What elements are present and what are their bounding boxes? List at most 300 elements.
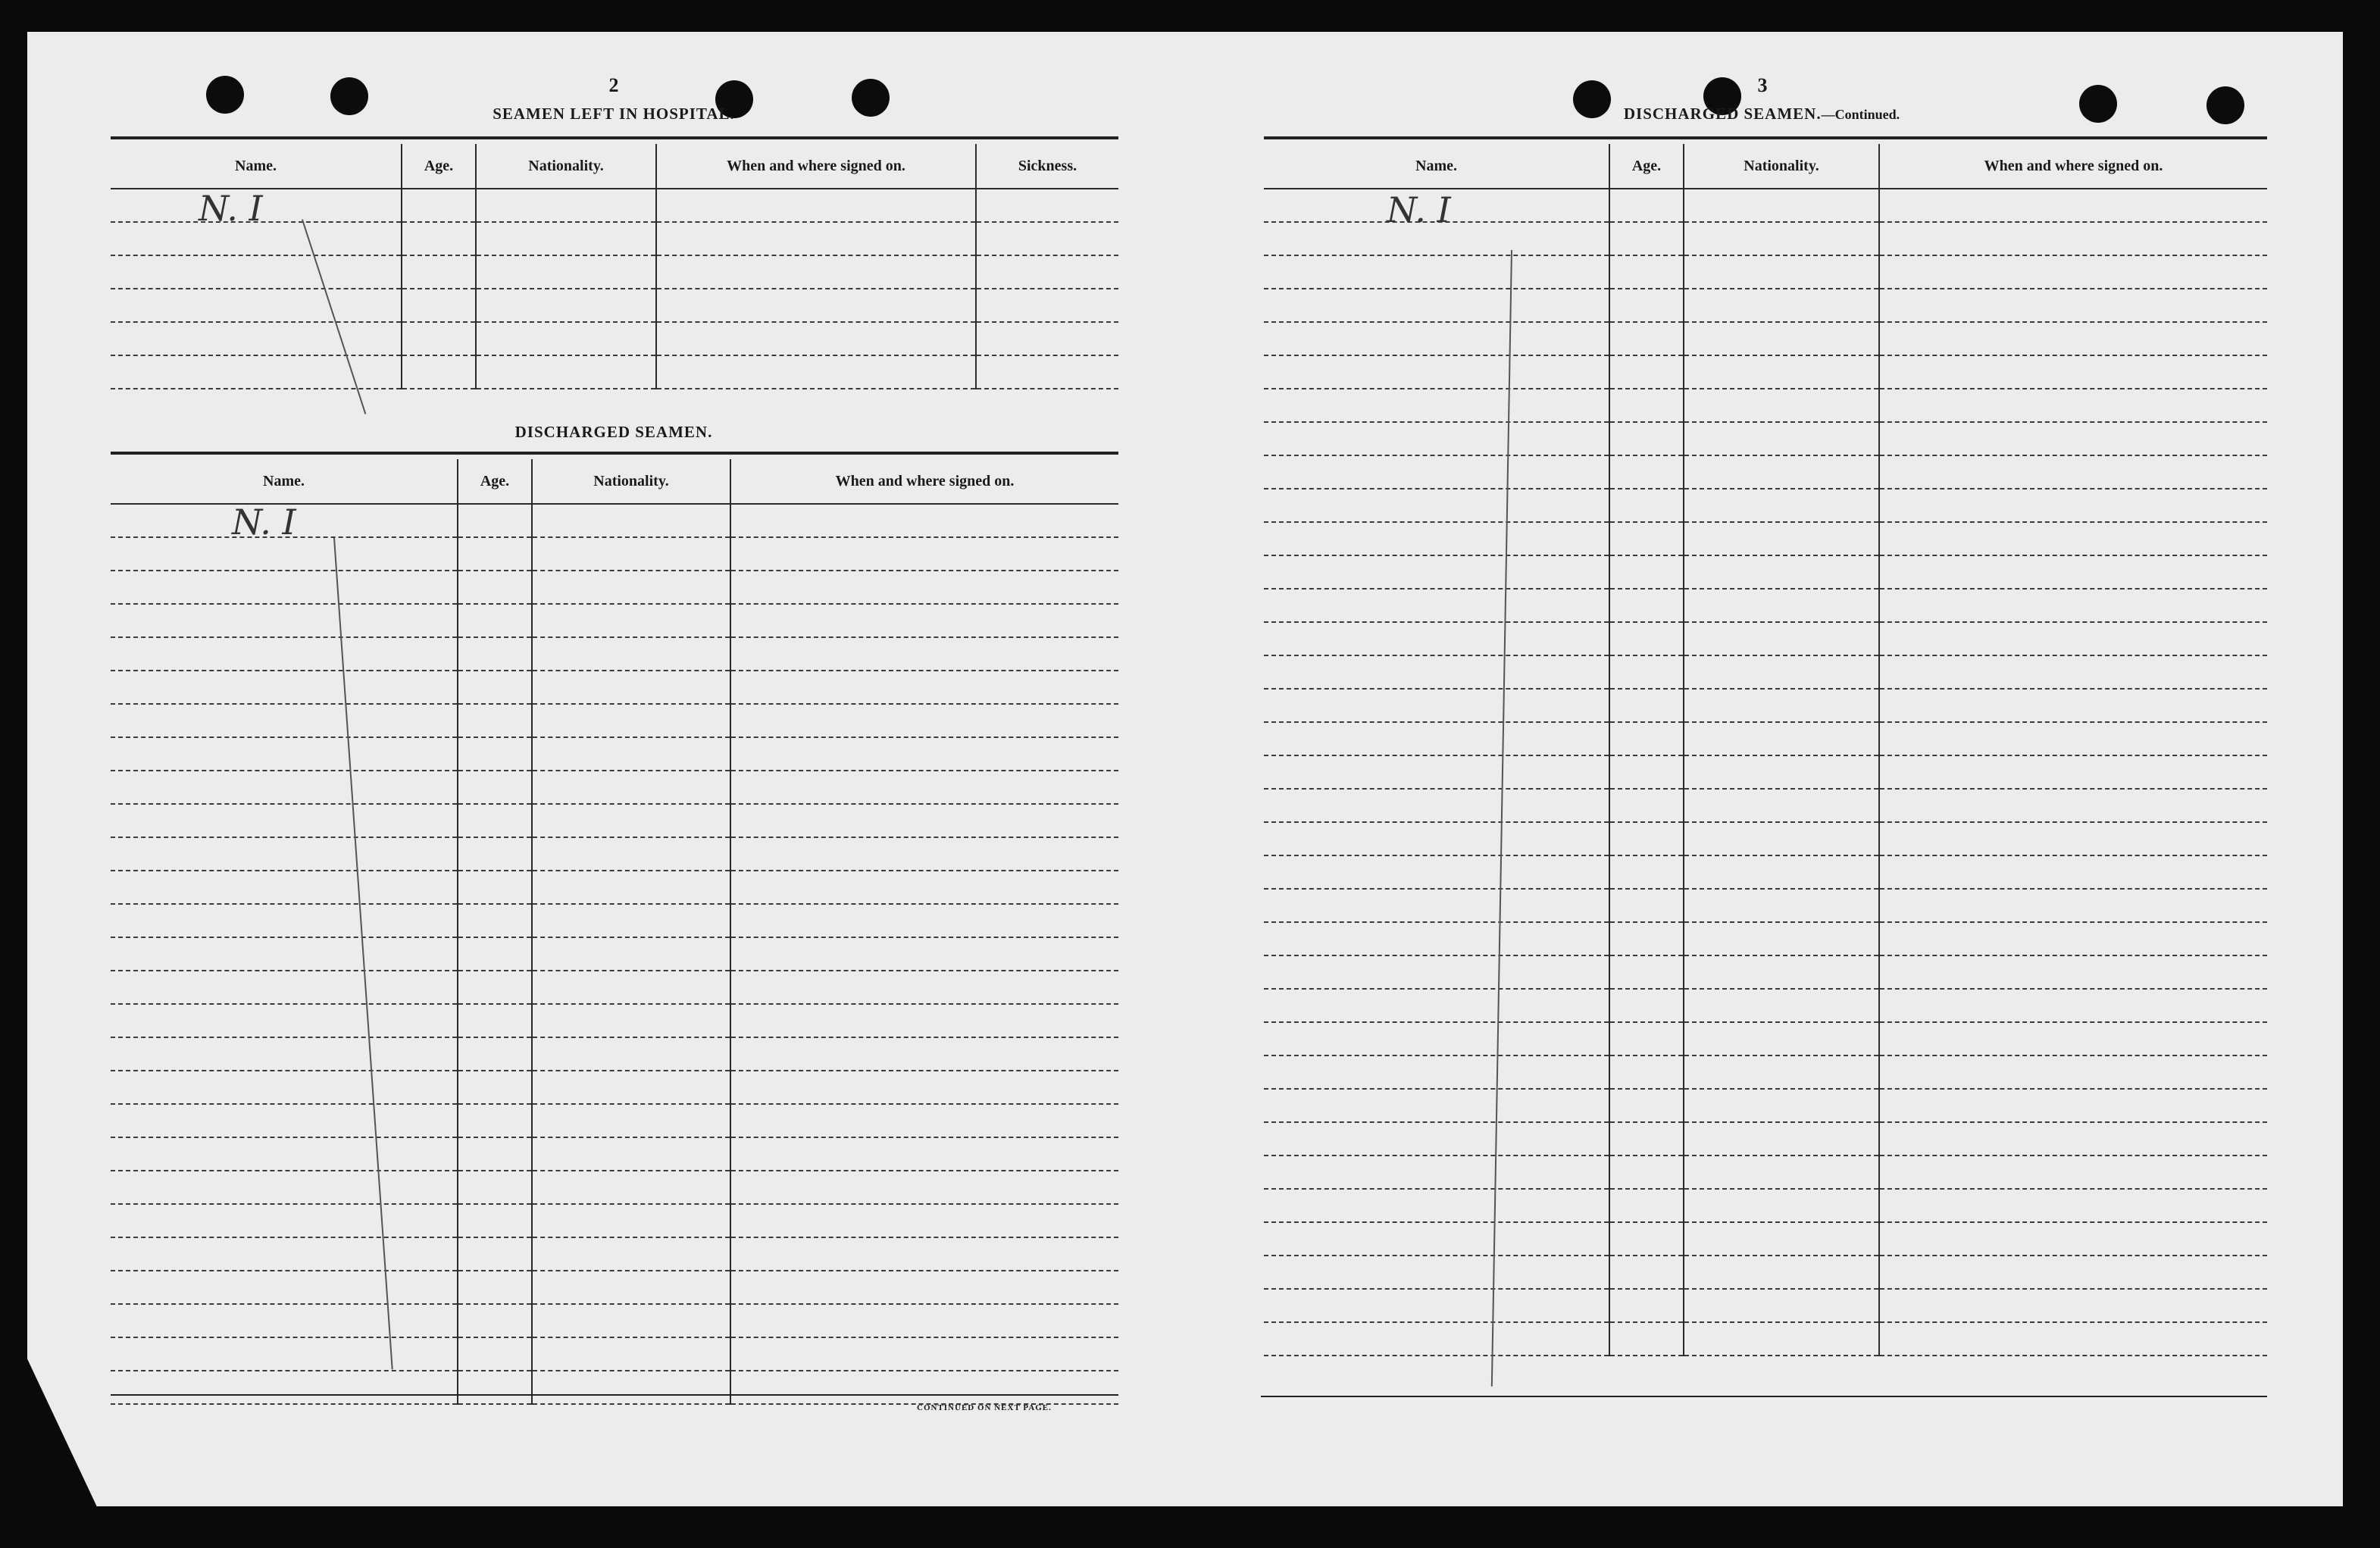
- table-cell: [1879, 389, 2267, 422]
- table-cell: [1879, 1055, 2267, 1089]
- table-row: [1264, 322, 2267, 355]
- table-cell: [532, 604, 730, 637]
- table-cell: [1609, 789, 1684, 822]
- table-cell: [1264, 322, 1609, 355]
- table-row: [111, 604, 1118, 637]
- table-cell: [1879, 289, 2267, 322]
- table-row: [1264, 522, 2267, 555]
- table-row: [111, 1171, 1118, 1204]
- table-cell: [1879, 355, 2267, 389]
- table-row: [1264, 1156, 2267, 1189]
- table-cell: [111, 937, 458, 971]
- table-row: [1264, 1189, 2267, 1222]
- table-cell: [1264, 255, 1609, 289]
- table-row: [1264, 622, 2267, 655]
- table-cell: [1684, 255, 1879, 289]
- table-row: [1264, 955, 2267, 989]
- table-row: [111, 355, 1118, 389]
- table-cell: [730, 504, 1118, 537]
- table-cell: [1609, 655, 1684, 689]
- table-cell: [1879, 1256, 2267, 1289]
- table-cell: [1684, 689, 1879, 722]
- table-cell: [1879, 222, 2267, 255]
- table-cell: [1684, 722, 1879, 755]
- table-row: [111, 322, 1118, 355]
- column-header-name: Name.: [111, 459, 458, 504]
- table-cell: [532, 737, 730, 771]
- table-cell: [730, 971, 1118, 1004]
- table-cell: [1264, 655, 1609, 689]
- table-cell: [730, 1004, 1118, 1037]
- table-cell: [1879, 255, 2267, 289]
- table-cell: [1609, 455, 1684, 489]
- table-cell: [1609, 522, 1684, 555]
- table-cell: [1879, 789, 2267, 822]
- table-cell: [1264, 555, 1609, 589]
- table-cell: [1684, 655, 1879, 689]
- table-cell: [111, 1171, 458, 1204]
- table-cell: [1879, 989, 2267, 1022]
- table-cell: [1609, 489, 1684, 522]
- table-row: [1264, 1022, 2267, 1055]
- table-cell: [458, 1071, 532, 1104]
- table-row: [111, 1237, 1118, 1271]
- table-cell: [532, 1171, 730, 1204]
- table-row: [1264, 422, 2267, 455]
- table-cell: [1264, 689, 1609, 722]
- table-row: [1264, 1122, 2267, 1156]
- table-cell: [730, 1037, 1118, 1071]
- table-cell: [111, 904, 458, 937]
- table-cell: [458, 1204, 532, 1237]
- table-cell: [1264, 789, 1609, 822]
- punch-hole: [852, 79, 890, 117]
- table-cell: [111, 637, 458, 671]
- table-cell: [1684, 1055, 1879, 1089]
- table-cell: [730, 1071, 1118, 1104]
- hospital-table-top-rule: [111, 136, 1118, 139]
- table-cell: [1684, 855, 1879, 889]
- table-row: [111, 289, 1118, 322]
- table-row: [111, 671, 1118, 704]
- table-cell: [1684, 1122, 1879, 1156]
- table-cell: [1879, 755, 2267, 789]
- table-cell: [1609, 1189, 1684, 1222]
- hospital-section-title: SEAMEN LEFT IN HOSPITAL.: [493, 105, 735, 123]
- table-cell: [1264, 289, 1609, 322]
- table-cell: [458, 837, 532, 871]
- table-cell: [1264, 1189, 1609, 1222]
- table-cell: [1684, 1222, 1879, 1256]
- table-cell: [458, 1004, 532, 1037]
- table-cell: [1684, 755, 1879, 789]
- table-cell: [532, 671, 730, 704]
- table-cell: [1879, 955, 2267, 989]
- table-row: [1264, 789, 2267, 822]
- table-cell: [458, 504, 532, 537]
- table-cell: [1879, 1122, 2267, 1156]
- discharged-continued-suffix: —Continued.: [1821, 107, 1900, 122]
- table-cell: [1609, 1055, 1684, 1089]
- table-cell: [1684, 422, 1879, 455]
- table-cell: [1879, 1189, 2267, 1222]
- punch-hole: [206, 76, 244, 114]
- table-cell: [458, 637, 532, 671]
- page-number-right: 3: [1757, 74, 1768, 96]
- column-header-signed-on: When and where signed on.: [1879, 144, 2267, 189]
- column-header-age: Age.: [458, 459, 532, 504]
- table-cell: [1609, 855, 1684, 889]
- table-cell: [532, 804, 730, 837]
- table-cell: [730, 904, 1118, 937]
- table-cell: [1609, 1156, 1684, 1189]
- table-cell: [1879, 655, 2267, 689]
- hospital-table: [111, 144, 1118, 389]
- table-cell: [1684, 322, 1879, 355]
- table-cell: [1264, 522, 1609, 555]
- table-row: [111, 1004, 1118, 1037]
- discharged-continued-title-main: DISCHARGED SEAMEN.: [1623, 105, 1822, 123]
- table-cell: [1879, 1322, 2267, 1356]
- table-cell: [1684, 589, 1879, 622]
- table-row: [111, 771, 1118, 804]
- table-cell: [1879, 922, 2267, 955]
- table-cell: [1609, 389, 1684, 422]
- table-cell: [111, 804, 458, 837]
- table-cell: [730, 604, 1118, 637]
- table-row: [111, 255, 1118, 289]
- table-cell: [1684, 289, 1879, 322]
- table-cell: [1264, 1289, 1609, 1322]
- table-cell: [730, 871, 1118, 904]
- discharged-table-top-rule: [111, 452, 1118, 455]
- table-cell: [111, 1304, 458, 1337]
- table-cell: [1609, 989, 1684, 1022]
- table-cell: [1684, 1322, 1879, 1356]
- table-cell: [458, 871, 532, 904]
- table-cell: [532, 1204, 730, 1237]
- table-cell: [1609, 822, 1684, 855]
- table-row: [1264, 655, 2267, 689]
- table-cell: [532, 971, 730, 1004]
- table-row: [1264, 755, 2267, 789]
- table-cell: [730, 804, 1118, 837]
- table-cell: [1609, 555, 1684, 589]
- table-row: [1264, 989, 2267, 1022]
- table-cell: [532, 1071, 730, 1104]
- table-row: [111, 571, 1118, 604]
- table-cell: [1879, 455, 2267, 489]
- table-cell: [730, 1171, 1118, 1204]
- table-row: [1264, 1322, 2267, 1356]
- table-cell: [111, 1337, 458, 1371]
- table-cell: [458, 771, 532, 804]
- table-cell: [532, 1004, 730, 1037]
- table-cell: [458, 1271, 532, 1304]
- table-row: [1264, 289, 2267, 322]
- table-cell: [111, 1104, 458, 1137]
- table-cell: [1609, 1022, 1684, 1055]
- table-cell: [1609, 289, 1684, 322]
- table-cell: [458, 937, 532, 971]
- table-cell: [458, 971, 532, 1004]
- table-cell: [1684, 789, 1879, 822]
- column-header-signed-on: When and where signed on.: [730, 459, 1118, 504]
- table-cell: [730, 1237, 1118, 1271]
- table-row: [111, 1371, 1118, 1404]
- table-cell: [532, 1104, 730, 1137]
- table-cell: [1684, 455, 1879, 489]
- table-row: [111, 637, 1118, 671]
- table-cell: [730, 637, 1118, 671]
- table-cell: [1264, 1256, 1609, 1289]
- table-cell: [1609, 1089, 1684, 1122]
- table-cell: [1879, 489, 2267, 522]
- table-row: [1264, 1222, 2267, 1256]
- table-row: [1264, 355, 2267, 389]
- table-cell: [111, 1271, 458, 1304]
- table-cell: [730, 1104, 1118, 1137]
- column-header-age: Age.: [1609, 144, 1684, 189]
- table-cell: [532, 771, 730, 804]
- table-cell: [458, 1104, 532, 1137]
- table-cell: [532, 1371, 730, 1404]
- table-cell: [1684, 355, 1879, 389]
- table-row: [111, 737, 1118, 771]
- table-cell: [532, 637, 730, 671]
- table-cell: [1264, 422, 1609, 455]
- punch-hole: [2206, 86, 2244, 124]
- table-cell: [111, 1204, 458, 1237]
- table-cell: [458, 537, 532, 571]
- table-cell: [730, 737, 1118, 771]
- table-cell: [1879, 1289, 2267, 1322]
- table-row: [111, 837, 1118, 871]
- table-cell: [1684, 1189, 1879, 1222]
- table-cell: [111, 1037, 458, 1071]
- right-table-top-rule: [1264, 136, 2267, 139]
- table-cell: [111, 971, 458, 1004]
- table-cell: [730, 1271, 1118, 1304]
- table-row: [1264, 922, 2267, 955]
- table-cell: [1264, 822, 1609, 855]
- table-cell: [1609, 255, 1684, 289]
- table-cell: [458, 804, 532, 837]
- table-row: [1264, 455, 2267, 489]
- table-cell: [1609, 322, 1684, 355]
- left-page-bottom-rule: [111, 1394, 1118, 1396]
- table-cell: [458, 571, 532, 604]
- table-cell: [730, 571, 1118, 604]
- table-cell: [1609, 422, 1684, 455]
- table-cell: [1609, 1122, 1684, 1156]
- table-cell: [532, 871, 730, 904]
- column-header-nationality: Nationality.: [532, 459, 730, 504]
- punch-hole: [2079, 85, 2117, 123]
- table-row: [1264, 689, 2267, 722]
- table-cell: [532, 1237, 730, 1271]
- column-header-nationality: Nationality.: [1684, 144, 1879, 189]
- table-cell: [730, 537, 1118, 571]
- table-cell: [1264, 989, 1609, 1022]
- table-row: [1264, 822, 2267, 855]
- table-cell: [1264, 889, 1609, 922]
- table-cell: [730, 1337, 1118, 1371]
- table-cell: [1609, 755, 1684, 789]
- table-cell: [532, 1271, 730, 1304]
- table-cell: [458, 1171, 532, 1204]
- discharged-table-left: [111, 459, 1118, 1405]
- table-cell: [1264, 955, 1609, 989]
- table-cell: [1879, 855, 2267, 889]
- table-cell: [111, 704, 458, 737]
- table-row: [111, 1204, 1118, 1237]
- table-cell: [1609, 1289, 1684, 1322]
- table-row: [1264, 1256, 2267, 1289]
- table-cell: [532, 571, 730, 604]
- table-row: [1264, 255, 2267, 289]
- table-row: [111, 704, 1118, 737]
- table-cell: [532, 937, 730, 971]
- table-cell: [730, 1204, 1118, 1237]
- column-header-nationality: Nationality.: [476, 144, 656, 189]
- punch-hole: [330, 77, 368, 115]
- table-cell: [1264, 922, 1609, 955]
- table-row: [111, 1304, 1118, 1337]
- table-cell: [1264, 722, 1609, 755]
- table-cell: [1264, 755, 1609, 789]
- table-cell: [1609, 955, 1684, 989]
- table-cell: [532, 904, 730, 937]
- table-row: [1264, 1289, 2267, 1322]
- table-row: [1264, 489, 2267, 522]
- table-cell: [1879, 722, 2267, 755]
- table-cell: [111, 571, 458, 604]
- table-cell: [1264, 489, 1609, 522]
- table-cell: [1879, 1222, 2267, 1256]
- table-cell: [1609, 1322, 1684, 1356]
- table-cell: [532, 704, 730, 737]
- table-cell: [730, 837, 1118, 871]
- table-cell: [458, 737, 532, 771]
- table-cell: [1264, 389, 1609, 422]
- table-cell: [1684, 1089, 1879, 1122]
- table-cell: [1879, 622, 2267, 655]
- table-cell: [1684, 189, 1879, 222]
- table-cell: [111, 837, 458, 871]
- column-header-age: Age.: [402, 144, 476, 189]
- table-cell: [1684, 1256, 1879, 1289]
- table-cell: [111, 1237, 458, 1271]
- table-row: [111, 1137, 1118, 1171]
- table-cell: [1879, 589, 2267, 622]
- table-cell: [1684, 1022, 1879, 1055]
- table-row: [111, 937, 1118, 971]
- discharged-section-title: DISCHARGED SEAMEN.: [514, 423, 713, 441]
- table-cell: [1264, 1055, 1609, 1089]
- table-cell: [1879, 422, 2267, 455]
- table-cell: [1879, 1156, 2267, 1189]
- table-row: [111, 1037, 1118, 1071]
- table-row: [1264, 389, 2267, 422]
- table-cell: [532, 537, 730, 571]
- table-cell: [730, 937, 1118, 971]
- table-cell: [111, 1371, 458, 1404]
- table-cell: [1609, 689, 1684, 722]
- table-cell: [111, 1004, 458, 1037]
- table-cell: [458, 1304, 532, 1337]
- table-cell: [1264, 1022, 1609, 1055]
- table-cell: [1879, 555, 2267, 589]
- table-cell: [1609, 189, 1684, 222]
- table-cell: [1609, 589, 1684, 622]
- table-cell: [1684, 1289, 1879, 1322]
- table-cell: [1684, 989, 1879, 1022]
- table-cell: [730, 1371, 1118, 1404]
- table-cell: [111, 671, 458, 704]
- table-cell: [1684, 622, 1879, 655]
- table-cell: [458, 1137, 532, 1171]
- table-cell: [1264, 1089, 1609, 1122]
- table-cell: [1684, 555, 1879, 589]
- table-cell: [1609, 355, 1684, 389]
- table-row: [111, 804, 1118, 837]
- table-cell: [111, 737, 458, 771]
- table-cell: [1609, 722, 1684, 755]
- handwritten-nil-discharged: N. I: [232, 502, 296, 543]
- table-cell: [1609, 222, 1684, 255]
- table-cell: [532, 504, 730, 537]
- table-cell: [1264, 455, 1609, 489]
- table-cell: [1264, 855, 1609, 889]
- table-row: [111, 1071, 1118, 1104]
- continued-note: CONTINUED ON NEXT PAGE.: [917, 1403, 1052, 1412]
- table-cell: [1264, 1156, 1609, 1189]
- table-cell: [458, 704, 532, 737]
- table-cell: [1264, 589, 1609, 622]
- table-cell: [1879, 822, 2267, 855]
- table-cell: [730, 704, 1118, 737]
- table-cell: [532, 1137, 730, 1171]
- table-cell: [1684, 522, 1879, 555]
- page-number-left: 2: [608, 74, 619, 96]
- table-row: [1264, 889, 2267, 922]
- table-cell: [1684, 889, 1879, 922]
- table-cell: [111, 1071, 458, 1104]
- table-cell: [532, 1037, 730, 1071]
- table-cell: [1609, 922, 1684, 955]
- table-row: [1264, 1089, 2267, 1122]
- table-cell: [111, 1137, 458, 1171]
- table-cell: [458, 1037, 532, 1071]
- column-header-signed-on: When and where signed on.: [656, 144, 976, 189]
- table-cell: [1879, 522, 2267, 555]
- table-cell: [1684, 389, 1879, 422]
- table-cell: [1879, 189, 2267, 222]
- table-row: [111, 1104, 1118, 1137]
- table-cell: [1879, 689, 2267, 722]
- table-cell: [730, 1137, 1118, 1171]
- column-header-sickness: Sickness.: [976, 144, 1118, 189]
- table-cell: [111, 604, 458, 637]
- right-page-bottom-rule: [1261, 1396, 2267, 1397]
- handwritten-nil-right: N. I: [1387, 189, 1451, 230]
- table-cell: [1609, 1256, 1684, 1289]
- table-cell: [458, 604, 532, 637]
- table-row: [111, 904, 1118, 937]
- table-cell: [730, 1304, 1118, 1337]
- table-cell: [458, 1237, 532, 1271]
